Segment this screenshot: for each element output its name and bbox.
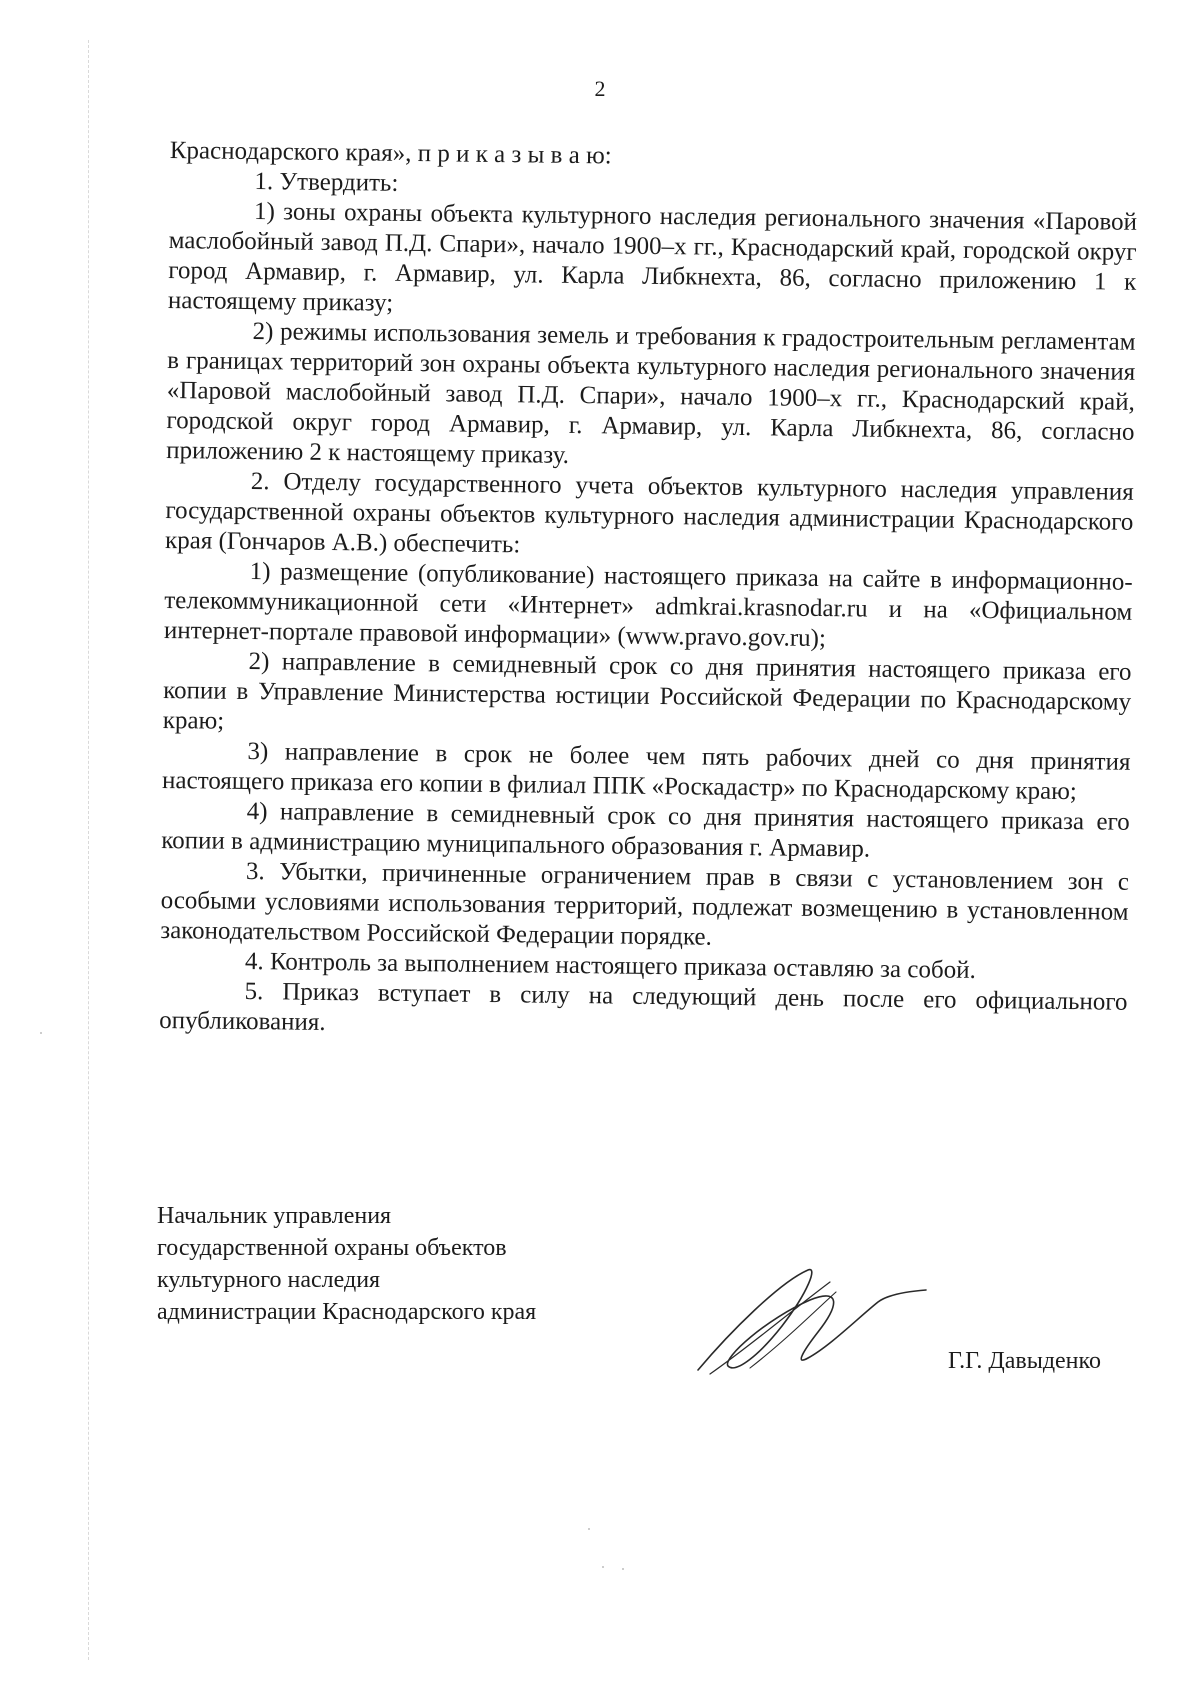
paragraph-item-2-1: 1) размещение (опубликование) настоящего приказа на сайте в информационно-телекоммуникационной сети «Интернет» admkrai.krasnodar.ru и на «Официальном интернет-портале правовой информации» (www.pravo.gov.ru); bbox=[163, 558, 1133, 653]
paragraph-item-2: 2. Отделу государственного учета объектов культурного наследия управления государственной охраны объектов культурного наследия администрации Краснодарского края (Гончаров А.В.) обеспечить: bbox=[164, 468, 1134, 559]
signatory-title-line-3: культурного наследия bbox=[157, 1267, 381, 1293]
signer-name: Г.Г. Давыденко bbox=[948, 1348, 1101, 1374]
paragraph-item-1-2: 2) режимы использования земель и требования к градостроительным регламентам в границах территорий зон охраны объекта культурного наследия регионального значения «Паровой маслобойный завод П.Д. Спари», начало 1900–х гг., Краснодарский край, городской округ город Армавир, г. Армавир, ул. Карла Либкнехта, 86, согласно приложению 2 к настоящему приказу. bbox=[165, 318, 1136, 469]
page-number: 2 bbox=[594, 76, 606, 101]
paragraph-item-1-1: 1) зоны охраны объекта культурного наследия регионального значения «Паровой маслобойный завод П.Д. Спари», начало 1900–х гг., Краснодарский край, городской округ город Армавир, г. Армавир, ул. Карла Либкнехта, 86, согласно приложению 1 к настоящему приказу; bbox=[167, 198, 1138, 317]
signatory-title-line-4: администрации Краснодарского края bbox=[157, 1299, 537, 1325]
signatory-title-line-1: Начальник управления bbox=[157, 1203, 392, 1229]
paragraph-item-2-2: 2) направление в семидневный срок со дня принятия настоящего приказа его копии в Управление Министерства юстиции Российской Федерации по Краснодарскому краю; bbox=[162, 648, 1132, 735]
scan-speck bbox=[622, 1568, 624, 1570]
paragraph-item-2-3: 3) направление в срок не более чем пять рабочих дней со дня принятия настоящего приказа его копии в филиал ППК «Роскадастр» по Краснодарскому краю; bbox=[161, 737, 1131, 806]
paragraph-item-1: 1. Утвердить: bbox=[254, 168, 399, 197]
paragraph-item-3: 3. Убытки, причиненные ограничением прав в связи с установлением зон с особыми условиями использования территорий, подлежат возмещению в установленном законодательством Российской Федерации порядке. bbox=[160, 857, 1130, 951]
scan-speck bbox=[40, 1032, 42, 1034]
signatory-title-line-2: государственной охраны объектов bbox=[157, 1235, 507, 1261]
paragraph-order-intro: Краснодарского края», п р и к а з ы в а ю: bbox=[169, 136, 612, 170]
paragraph-item-2-4: 4) направление в семидневный срок со дня принятия настоящего приказа его копии в администрацию муниципального образования г. Армавир. bbox=[161, 797, 1130, 863]
handwritten-signature bbox=[690, 1262, 930, 1380]
signatory-title bbox=[157, 1200, 536, 1328]
order-body bbox=[159, 136, 1138, 1048]
scan-speck bbox=[588, 1528, 590, 1530]
paragraph-item-4: 4. Контроль за выполнением настоящего приказа оставляю за собой. bbox=[244, 947, 976, 984]
paragraph-item-5: 5. Приказ вступает в силу на следующий день после его официального опубликования. bbox=[159, 977, 1128, 1036]
scan-speck bbox=[602, 1566, 604, 1568]
scan-edge-line bbox=[88, 40, 89, 1660]
